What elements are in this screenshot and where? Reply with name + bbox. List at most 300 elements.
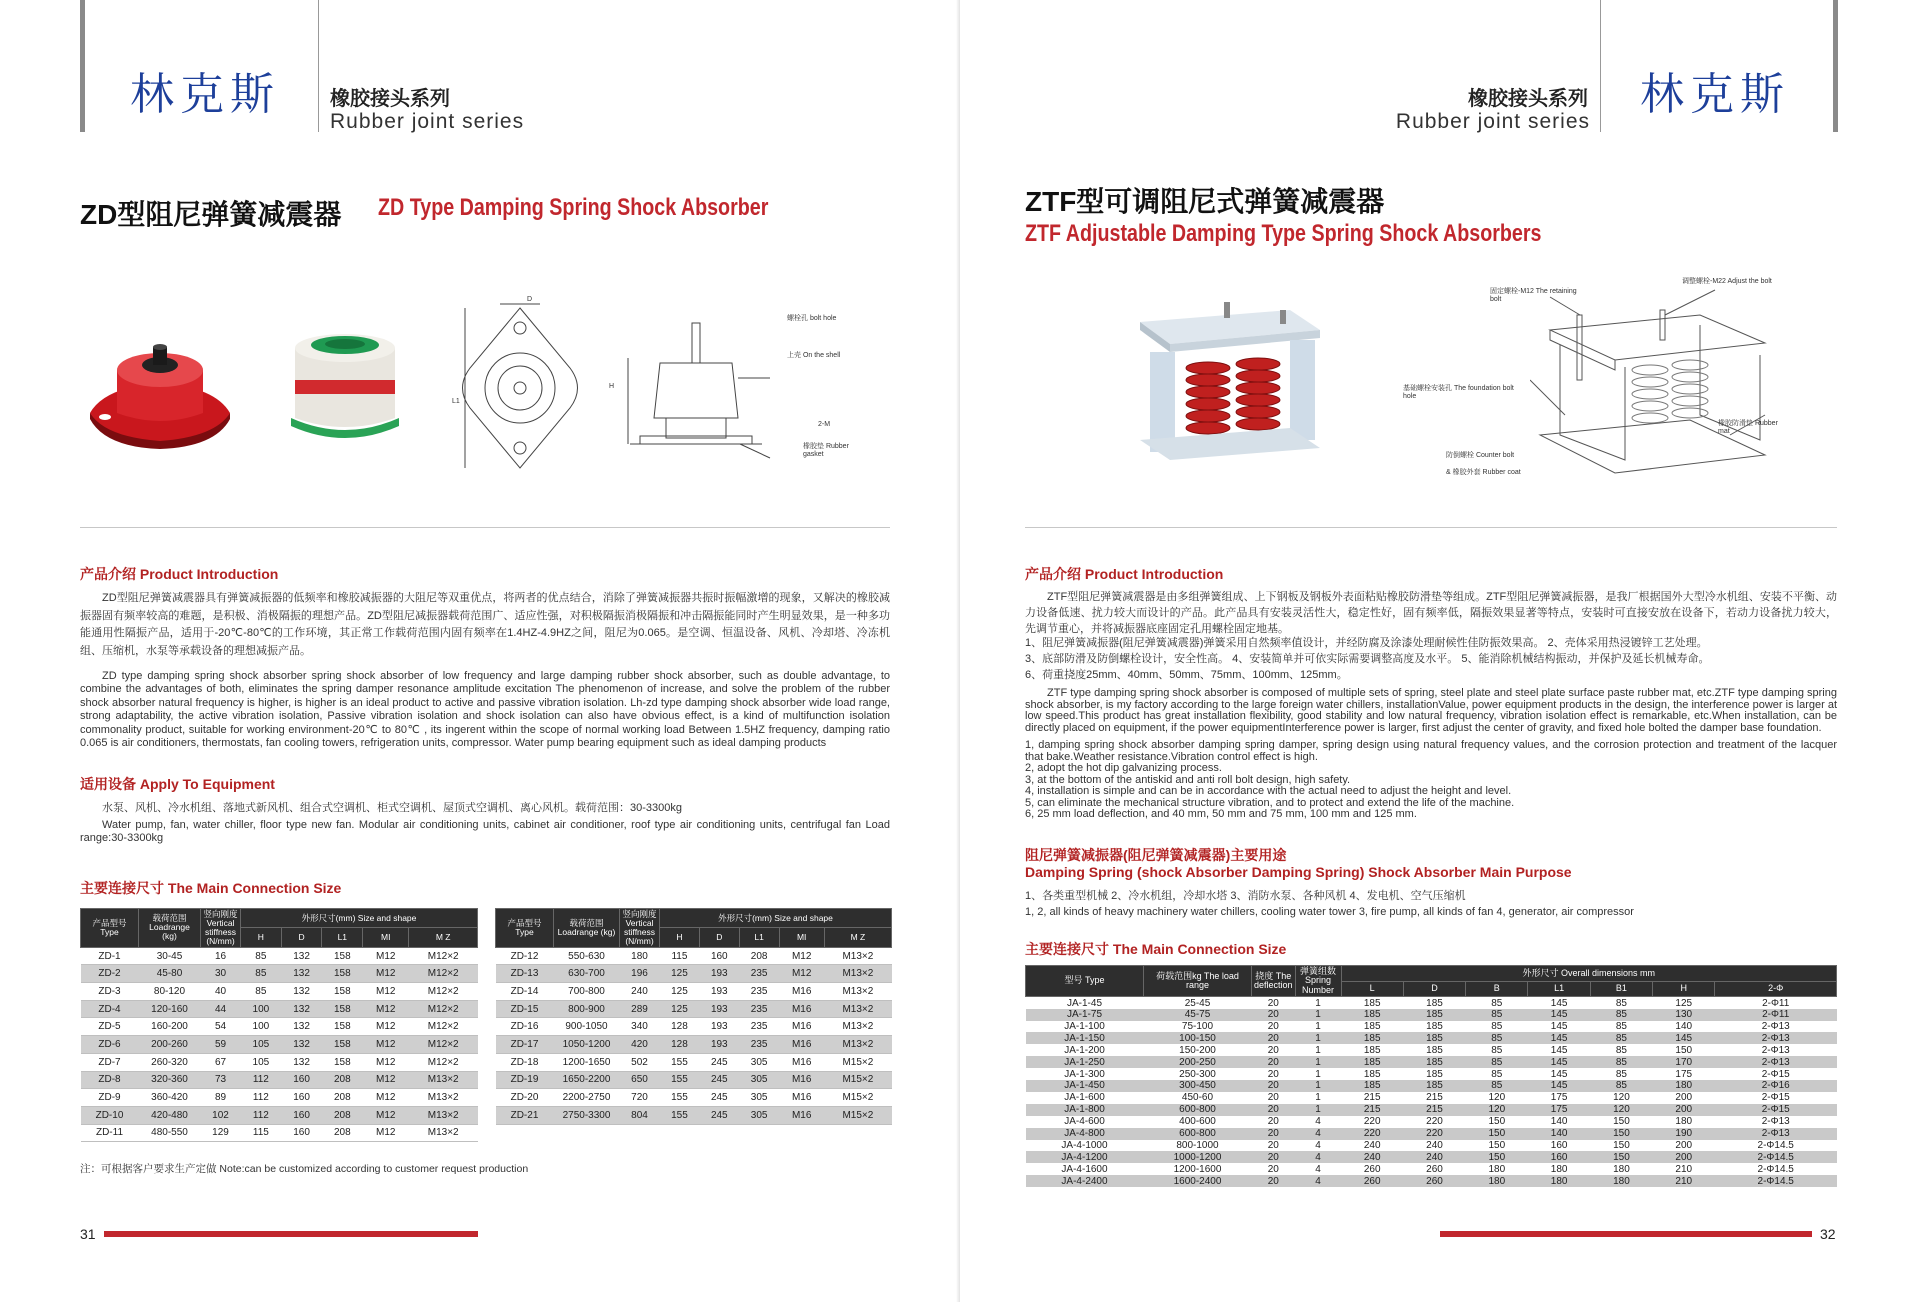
custom-note: 注：可根据客户要求生产定做 Note:can be customized according to customer request production	[80, 1163, 529, 1175]
table-cell: 1650-2200	[554, 1071, 620, 1089]
table-cell: 45-80	[139, 965, 201, 983]
th-stiff: 竖向刚度 Vertical stiffness (N/mm)	[201, 909, 241, 948]
table-cell: 185	[1363, 1021, 1381, 1033]
footer-bar	[104, 1231, 478, 1237]
table-cell: 85	[1466, 1080, 1528, 1092]
table-cell: 80-120	[139, 983, 201, 1001]
table-cell: 2200-2750	[554, 1089, 620, 1107]
header-divider	[318, 0, 319, 132]
table-cell: 185	[1363, 997, 1381, 1009]
table-cell: M16	[779, 983, 824, 1001]
table-cell: 158	[322, 947, 363, 965]
table-cell: 450-60	[1181, 1092, 1214, 1104]
th-deflection: 挠度 The deflection	[1252, 966, 1296, 997]
table-cell: 150	[1613, 1116, 1630, 1128]
table-cell: M12	[363, 1000, 409, 1018]
table-cell: 220	[1403, 1128, 1465, 1140]
table-cell: 1	[1295, 1032, 1341, 1044]
rubber-coat-label: & 橡胶外套 Rubber coat	[1446, 469, 1521, 476]
th-d: D	[281, 928, 322, 947]
table-cell: 185	[1426, 1044, 1443, 1056]
th-mz: M Z	[409, 928, 478, 947]
intro-heading: 产品介绍 Product Introduction	[1025, 566, 1224, 582]
rubber-mat-label: 橡胶防滑垫 Rubber mat	[1718, 420, 1778, 435]
table-cell: 193	[699, 1036, 739, 1054]
table-cell: M12	[363, 1036, 409, 1054]
table-cell: 630-700	[554, 965, 620, 983]
table-cell: M13×2	[409, 1071, 478, 1089]
table-cell: 85	[1466, 1056, 1528, 1068]
table-cell: ZD-21	[496, 1106, 554, 1124]
table-row	[1026, 1116, 1837, 1128]
table-cell: M13×2	[409, 1124, 478, 1142]
table-cell: ZD-18	[496, 1053, 554, 1071]
table-row	[81, 947, 478, 965]
table-cell: 245	[699, 1053, 739, 1071]
table-cell: ZD-9	[81, 1089, 139, 1107]
table-cell: M12	[363, 947, 409, 965]
table-cell: 235	[739, 983, 779, 1001]
table-cell: 150	[1590, 1128, 1652, 1140]
table-cell: 4	[1315, 1163, 1321, 1175]
table-cell: 112	[241, 1071, 282, 1089]
table-row	[1026, 1080, 1837, 1092]
table-cell: 260	[1426, 1163, 1443, 1175]
table-row	[1026, 1175, 1837, 1187]
table-cell: 235	[739, 1036, 779, 1054]
table-cell: 800-900	[554, 1000, 620, 1018]
table-cell: 20	[1252, 1151, 1296, 1163]
table-cell: 235	[739, 965, 779, 983]
table-cell: 150	[1466, 1128, 1528, 1140]
table-row	[1026, 1068, 1837, 1080]
table-cell: 125	[660, 983, 700, 1001]
table-cell: M12×2	[409, 947, 478, 965]
table-cell: 160	[1528, 1151, 1590, 1163]
table-row	[496, 983, 892, 1001]
table-cell: 85	[1491, 1044, 1503, 1056]
table-cell: ZD-2	[81, 965, 139, 983]
table-cell: 145	[1528, 1080, 1590, 1092]
table-cell: 180	[1653, 1080, 1715, 1092]
table-cell: 85	[1491, 1068, 1503, 1080]
table-cell: M12	[363, 965, 409, 983]
table-cell: 260	[1363, 1163, 1381, 1175]
table-cell: 2-Φ11	[1762, 997, 1790, 1009]
intro-point-cn: 1、阻尼弹簧减振器(阻尼弹簧减震器)弹簧采用自然频率值设计，并经防腐及涂漆处理耐候性佳防振效果高。 2、壳体采用热浸镀锌工艺处理。	[1025, 637, 1708, 649]
table-cell: 1200-1650	[554, 1053, 620, 1071]
page-32	[960, 0, 1920, 1302]
table-cell: 155	[660, 1053, 700, 1071]
header-divider	[1600, 0, 1601, 132]
table-cell: 85	[1466, 1032, 1528, 1044]
table-cell: M13×2	[409, 1089, 478, 1107]
on-shell-label: 上壳 On the shell	[787, 352, 841, 359]
table-cell: JA-1-800	[1026, 1104, 1144, 1116]
th-dims: 外形尺寸 Overall dimensions mm	[1341, 966, 1836, 982]
intro-point-cn: 3、底部防滑及防倒螺栓设计，安全性高。 4、安装简单并可依实际需要调整高度及水平。 5、能消除机械结构振动，并保护及延长机械寿命。	[1025, 652, 1710, 665]
table-cell: 185	[1426, 1021, 1443, 1033]
table-cell: 196	[620, 965, 660, 983]
table-cell: JA-4-800	[1026, 1128, 1144, 1140]
table-cell: 20	[1252, 1080, 1296, 1092]
table-cell: 1	[1315, 997, 1321, 1009]
table-cell: 160-200	[139, 1018, 201, 1036]
table-cell: 360-420	[139, 1089, 201, 1107]
table-cell: 305	[739, 1053, 779, 1071]
series-en: Rubber joint series	[1395, 110, 1590, 133]
table-cell: 54	[201, 1018, 241, 1036]
purpose-cn: 1、各类重型机械 2、冷水机组，冷却水塔 3、消防水泵、各种风机 4、发电机、空气压缩机	[1025, 890, 1466, 902]
table-cell: 420-480	[139, 1106, 201, 1124]
table-cell: 700-800	[554, 983, 620, 1001]
table-cell: 1	[1295, 1056, 1341, 1068]
intro-point-en: 4, installation is simple and can be in accordance with the actual need to adjust the height and level.	[1025, 785, 1512, 798]
table-cell: ZD-20	[496, 1089, 554, 1107]
table-cell: 193	[699, 1000, 739, 1018]
table-cell: 200	[1675, 1139, 1693, 1151]
table-cell: 85	[1590, 1009, 1652, 1021]
table-cell: 85	[1590, 1080, 1652, 1092]
table-row	[81, 1036, 478, 1054]
intro-en: ZTF type damping spring shock absorber is composed of multiple sets of spring, steel plate and steel plate surface paste rubber mat, etc.ZTF type damping spring shock absorber, is my factory according to the large foreign water chillers, installationValue, power equipment products in the design, the interference power is larger at low speed.This product has great installation flexibility, good stability and low natural frequency, vibration isolation effect is remarkable, etc.When installation, can be directly placed on equipment, if the power equipmentInterference power is larger, first adjust the center of gravity, and fixed hole bolted the damper base foundation.	[1025, 687, 1837, 734]
table-cell: 160	[281, 1071, 322, 1089]
table-cell: 245	[699, 1089, 739, 1107]
table-cell: 175	[1675, 1068, 1693, 1080]
divider	[80, 527, 890, 528]
table-cell: ZD-8	[81, 1071, 139, 1089]
dim-2m-label: 2-M	[818, 421, 831, 428]
table-cell: 160	[1550, 1139, 1568, 1151]
table-cell: 145	[1528, 1009, 1590, 1021]
table-cell: 208	[322, 1106, 363, 1124]
rubber-gasket-label: 橡胶垫 Rubber gasket	[803, 443, 849, 458]
product-title-cn: ZD型阻尼弹簧减震器	[80, 199, 342, 230]
table-cell: 1050-1200	[554, 1036, 620, 1054]
th-dims: 外形尺寸(mm) Size and shape	[660, 909, 892, 928]
table-cell: M16	[779, 1089, 824, 1107]
table-cell: M12×2	[409, 983, 478, 1001]
table-cell: 1200-1600	[1173, 1163, 1222, 1175]
table-cell: 120	[1466, 1104, 1528, 1116]
table-cell: 720	[620, 1089, 660, 1107]
table-cell: M16	[779, 1036, 824, 1054]
th-stiff: 竖向刚度 Vertical stiffness (N/mm)	[620, 909, 660, 948]
table-cell: 245	[699, 1106, 739, 1124]
table-cell: 150	[1488, 1116, 1506, 1128]
table-cell: 320-360	[139, 1071, 201, 1089]
table-cell: 85	[1491, 997, 1503, 1009]
table-cell: 240	[1341, 1151, 1403, 1163]
table-cell: 132	[281, 1018, 322, 1036]
table-cell: 105	[241, 1036, 282, 1054]
table-row	[1026, 1163, 1837, 1175]
table-cell: M12	[363, 1106, 409, 1124]
table-cell: 185	[1341, 1009, 1403, 1021]
table-cell: 185	[1403, 1032, 1465, 1044]
table-cell: JA-1-450	[1026, 1080, 1144, 1092]
table-cell: 550-630	[554, 947, 620, 965]
bolt-hole-label: 螺栓孔 bolt hole	[787, 315, 837, 322]
table-cell: 200	[1653, 1151, 1715, 1163]
table-cell: 260-320	[139, 1053, 201, 1071]
table-cell: 2-Φ15	[1715, 1104, 1837, 1116]
table-cell: 208	[322, 1089, 363, 1107]
table-cell: 25-45	[1184, 997, 1211, 1009]
table-cell: 240	[1363, 1139, 1381, 1151]
ztf-schematic-drawing	[1530, 285, 1770, 475]
table-cell: 85	[241, 947, 282, 965]
th-m: MI	[363, 928, 409, 947]
table-cell: 132	[281, 965, 322, 983]
table-cell: ZD-11	[81, 1124, 139, 1142]
table-cell: 145	[1550, 1044, 1568, 1056]
table-cell: 2-Φ13	[1761, 1044, 1790, 1056]
table-cell: 1	[1315, 1068, 1321, 1080]
table-cell: 175	[1528, 1104, 1590, 1116]
table-row	[81, 965, 478, 983]
table-cell: 420	[620, 1036, 660, 1054]
table-cell: JA-1-45	[1066, 997, 1102, 1009]
dim-l1-label: L1	[452, 398, 460, 405]
apply-cn: 水泵、风机、冷水机组、落地式新风机、组合式空调机、柜式空调机、屋顶式空调机、离心风机。载荷范围：30-3300kg	[102, 802, 682, 814]
table-cell: 4	[1315, 1139, 1321, 1151]
table-row	[496, 1018, 892, 1036]
table-cell: 190	[1653, 1128, 1715, 1140]
table-cell: 180	[1613, 1163, 1630, 1175]
th-type: 产品型号 Type	[81, 909, 139, 948]
table-cell: 2-Φ14.5	[1757, 1139, 1794, 1151]
table-cell: 85	[241, 965, 282, 983]
th-type: 产品型号 Type	[496, 909, 554, 948]
table-cell: 20	[1267, 1068, 1279, 1080]
table-cell: 170	[1653, 1056, 1715, 1068]
page-number: 32	[1820, 1226, 1836, 1242]
table-cell: 502	[620, 1053, 660, 1071]
table-cell: 2-Φ14.5	[1757, 1163, 1794, 1175]
table-cell: 155	[660, 1071, 700, 1089]
table-cell: 145	[1653, 1032, 1715, 1044]
table-cell: 185	[1403, 1009, 1465, 1021]
table-cell: 150	[1466, 1151, 1528, 1163]
purpose-heading-en: Damping Spring (shock Absorber Damping Spring) Shock Absorber Main Purpose	[1025, 864, 1572, 880]
table-cell: 112	[241, 1089, 282, 1107]
table-row	[1026, 1044, 1837, 1056]
table-cell: JA-1-200	[1064, 1044, 1105, 1056]
table-cell: 800-1000	[1176, 1139, 1219, 1151]
table-cell: 2-Φ13	[1761, 1116, 1790, 1128]
table-cell: 200	[1653, 1104, 1715, 1116]
table-cell: 185	[1341, 1080, 1403, 1092]
table-cell: M15×2	[824, 1071, 891, 1089]
table-cell: ZD-16	[496, 1018, 554, 1036]
table-cell: M12	[363, 1089, 409, 1107]
table-cell: 132	[281, 1000, 322, 1018]
table-cell: 180	[1466, 1175, 1528, 1187]
th-d: D	[699, 928, 739, 947]
table-row	[1026, 1056, 1837, 1068]
table-cell: 120	[1613, 1092, 1630, 1104]
table-cell: 1	[1315, 1021, 1321, 1033]
table-cell: 20	[1252, 1128, 1296, 1140]
table-row	[81, 1089, 478, 1107]
table-cell: JA-4-1600	[1061, 1163, 1108, 1175]
table-cell: 112	[241, 1106, 282, 1124]
intro-points-en	[1025, 740, 1837, 821]
retaining-bolt-label: 固定螺栓-M12 The retaining bolt	[1490, 288, 1577, 303]
table-cell: 804	[620, 1106, 660, 1124]
table-cell: 140	[1528, 1128, 1590, 1140]
table-cell: 220	[1363, 1116, 1381, 1128]
table-cell: 220	[1341, 1128, 1403, 1140]
table-row	[496, 1036, 892, 1054]
table-row	[496, 1053, 892, 1071]
th-b: B	[1466, 981, 1528, 997]
table-cell: 220	[1426, 1116, 1443, 1128]
table-cell: 185	[1363, 1044, 1381, 1056]
purpose-en: 1, 2, all kinds of heavy machinery water chillers, cooling water tower 3, fire pump, all kinds of fan 4, generator, air compressor	[1025, 906, 1634, 918]
table-cell: ZD-12	[496, 947, 554, 965]
conn-heading: 主要连接尺寸 The Main Connection Size	[80, 880, 342, 896]
table-cell: 185	[1341, 1032, 1403, 1044]
table-cell: 30	[201, 965, 241, 983]
table-cell: 120	[1590, 1104, 1652, 1116]
table-cell: 4	[1295, 1175, 1341, 1187]
table-cell: M16	[779, 1018, 824, 1036]
header-bar	[1833, 0, 1838, 132]
table-cell: 20	[1252, 1056, 1296, 1068]
intro-cn: ZD型阻尼弹簧减震器具有弹簧减振器的低频率和橡胶减振器的大阻尼等双重优点，将两者的优点结合，消除了弹簧减振器共振时振幅激增的现象，又解决的橡胶减振器固有频率较高的难题，是积极、消极隔振的理想产品。ZD型阻尼减振器载荷范围广、适应性强，对积极隔振消极隔振和冲击隔振能同时产生明显效果，是一种多功能通用性隔振产品，适用于-20℃-80℃的工作环境，其正常工作载荷范围内固有频率在1.4HZ-4.9HZ之间，阻尼为0.065。是空调、恒温设备、风机、冷却塔、冷冻机组、压缩机，水泵等承载设备的理想减振产品。	[80, 592, 890, 657]
table-cell: M12×2	[409, 1036, 478, 1054]
table-cell: 20	[1252, 1032, 1296, 1044]
table-cell: 132	[281, 1053, 322, 1071]
th-h: H	[660, 928, 700, 947]
table-cell: 100	[241, 1000, 282, 1018]
spec-table-a	[80, 908, 478, 1142]
table-cell: 235	[739, 1018, 779, 1036]
table-cell: M16	[779, 1053, 824, 1071]
table-cell: 115	[241, 1124, 282, 1142]
table-cell: 145	[1550, 997, 1568, 1009]
table-cell: M13×2	[824, 947, 891, 965]
table-cell: 129	[201, 1124, 241, 1142]
table-cell: 4	[1295, 1128, 1341, 1140]
table-cell: 158	[322, 1053, 363, 1071]
table-cell: 128	[660, 1018, 700, 1036]
table-cell: JA-1-600	[1064, 1092, 1105, 1104]
table-cell: 150-200	[1179, 1044, 1216, 1056]
product-title-cn: ZTF型可调阻尼式弹簧减震器	[1025, 186, 1385, 217]
table-row	[1026, 1140, 1837, 1152]
table-cell: 1600-2400	[1144, 1175, 1252, 1187]
table-cell: M13×2	[824, 983, 891, 1001]
table-cell: 2750-3300	[554, 1106, 620, 1124]
table-cell: 85	[241, 983, 282, 1001]
table-row	[81, 983, 478, 1001]
table-cell: 30-45	[139, 947, 201, 965]
table-cell: 4	[1295, 1151, 1341, 1163]
table-cell: 200-250	[1144, 1056, 1252, 1068]
table-row	[1026, 1104, 1837, 1116]
table-cell: 132	[281, 947, 322, 965]
table-cell: 150	[1590, 1151, 1652, 1163]
table-cell: ZD-14	[496, 983, 554, 1001]
table-cell: 67	[201, 1053, 241, 1071]
table-cell: 185	[1426, 997, 1443, 1009]
table-cell: ZD-19	[496, 1071, 554, 1089]
table-cell: 305	[739, 1089, 779, 1107]
table-cell: 260	[1403, 1175, 1465, 1187]
table-cell: 305	[739, 1106, 779, 1124]
table-cell: 158	[322, 965, 363, 983]
th-load: 载荷范围 Loadrange (kg)	[139, 909, 201, 948]
table-row	[81, 1000, 478, 1018]
table-cell: 289	[620, 1000, 660, 1018]
table-row	[1026, 1128, 1837, 1140]
brand-logo: 林克斯	[1640, 69, 1790, 120]
table-cell: 158	[322, 1000, 363, 1018]
table-cell: M15×2	[824, 1106, 891, 1124]
table-row	[496, 1106, 892, 1124]
th-d: D	[1403, 981, 1465, 997]
purpose-heading-cn: 阻尼弹簧减振器(阻尼弹簧减震器)主要用途	[1025, 847, 1287, 863]
table-cell: 140	[1550, 1116, 1568, 1128]
footer-bar	[1440, 1231, 1812, 1237]
table-row	[81, 1124, 478, 1142]
table-row	[1026, 1151, 1837, 1163]
table-cell: 85	[1590, 1056, 1652, 1068]
table-cell: 600-800	[1144, 1128, 1252, 1140]
table-cell: 1	[1315, 1092, 1321, 1104]
table-cell: 185	[1426, 1068, 1443, 1080]
th-dims: 外形尺寸(mm) Size and shape	[241, 909, 478, 928]
table-cell: 215	[1403, 1104, 1465, 1116]
table-cell: ZD-1	[81, 947, 139, 965]
th-load: 荷载范围kg The load range	[1144, 966, 1252, 997]
intro-point-en: 6, 25 mm load deflection, and 40 mm, 50 mm and 75 mm, 100 mm and 125 mm.	[1025, 808, 1417, 821]
table-cell: 208	[322, 1124, 363, 1142]
table-cell: M12	[779, 965, 824, 983]
th-l1: L1	[322, 928, 363, 947]
table-cell: 185	[1403, 1056, 1465, 1068]
table-cell: ZD-4	[81, 1000, 139, 1018]
table-cell: M16	[779, 1000, 824, 1018]
table-cell: 85	[1615, 1068, 1627, 1080]
table-cell: ZD-3	[81, 983, 139, 1001]
green-damper-photo	[285, 318, 405, 448]
th-load: 载荷范围 Loadrange (kg)	[554, 909, 620, 948]
dim-d-label: D	[527, 296, 533, 303]
table-cell: 100-150	[1144, 1032, 1252, 1044]
table-cell: 160	[699, 947, 739, 965]
table-cell: JA-1-75	[1026, 1009, 1144, 1021]
table-cell: 20	[1267, 1116, 1279, 1128]
table-cell: 20	[1252, 1009, 1296, 1021]
table-cell: 85	[1491, 1021, 1503, 1033]
header-bar	[80, 0, 85, 132]
table-cell: 59	[201, 1036, 241, 1054]
apply-en: Water pump, fan, water chiller, floor type new fan. Modular air conditioning units, cabinet air conditioner, roof type air conditioning units, centrifugal fan Load range:30-3300kg	[80, 819, 890, 845]
table-cell: ZD-5	[81, 1018, 139, 1036]
table-cell: ZD-7	[81, 1053, 139, 1071]
table-cell: 208	[322, 1071, 363, 1089]
table-cell: 2-Φ15	[1761, 1092, 1790, 1104]
table-cell: 215	[1426, 1092, 1443, 1104]
table-cell: M12	[363, 983, 409, 1001]
th-l: L	[1341, 981, 1403, 997]
table-cell: 75-100	[1181, 1021, 1214, 1033]
table-cell: 16	[201, 947, 241, 965]
